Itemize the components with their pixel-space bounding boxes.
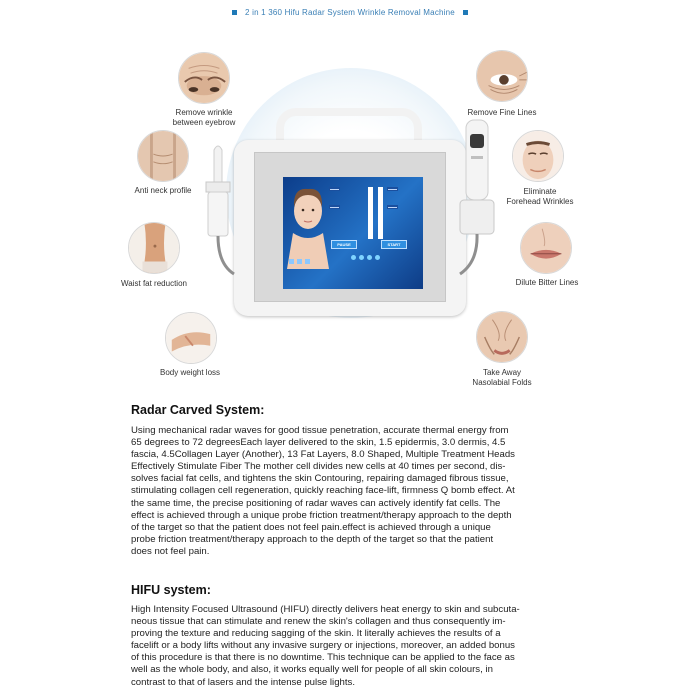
square-bullet-icon xyxy=(232,10,237,15)
feature-caption: Body weight loss xyxy=(159,368,221,377)
feature-caption: Remove wrinkle between eyebrow xyxy=(172,108,236,127)
screen-bezel xyxy=(254,152,446,302)
menu-icon[interactable] xyxy=(289,259,294,264)
feature-caption: Remove Fine Lines xyxy=(467,108,537,117)
hifu-section-title: HIFU system: xyxy=(131,583,211,597)
feature-caption: Anti neck profile xyxy=(134,186,192,195)
radar-section-body: Using mechanical radar waves for good tissue penetration, accurate thermal energy from 65 degrees to 72 degreesEach layer delivered to the skin, 1.5 epidermis, 3.0 dermis, 4.5 fascia, 4.5Collagen Layer (Another), 13 Fat Layers, 8.0 Shaped, Multiple Treatment Heads Effectively Stimulate Fiber The mother cell divides new cells at 40 times per second, dis- solves facial fat cells, and tightens the skin Contouring, repairing damaged fibrous tissue, stimulating collagen cell regeneration, quickly reaching face-lift, firmness Q bomb effect. At the same time, the precise positioning of radar waves can actively identify fat cells. The effect is achieved through a unique probe friction treatment/therapy approach to the depth of the target so that the patient does not feel pain.effect is achieved through a unique probe friction treatment/therapy approach to the depth of the target so that the patient does not feel pain. xyxy=(131,425,515,557)
radar-section-title: Radar Carved System: xyxy=(131,403,265,417)
pause-button[interactable]: PAUSE xyxy=(331,240,357,249)
feature-caption: Take Away Nasolabial Folds xyxy=(472,368,532,387)
square-bullet-icon xyxy=(463,10,468,15)
eyebrow-wrinkle-photo-icon xyxy=(178,52,230,104)
control-dot-icon[interactable] xyxy=(375,255,380,260)
neck-photo-icon xyxy=(137,130,189,182)
eye-wrinkle-photo-icon xyxy=(476,50,528,102)
screen-label: ▬▬▬ xyxy=(388,205,397,209)
screen-label: ▬▬▬ xyxy=(330,187,339,191)
radar-probe-icon xyxy=(200,142,240,280)
control-dot-icon[interactable] xyxy=(367,255,372,260)
touch-screen xyxy=(283,177,423,289)
feature-caption: Eliminate Forehead Wrinkles xyxy=(506,187,574,206)
feature-caption: Dilute Bitter Lines xyxy=(515,278,579,287)
control-dot-icon[interactable] xyxy=(351,255,356,260)
home-icon[interactable] xyxy=(305,259,310,264)
energy-bar-right xyxy=(378,187,383,239)
page-title xyxy=(0,8,700,17)
hifu-section-body: High Intensity Focused Ultrasound (HIFU) directly delivers heat energy to skin and subcuta- neous tissue that can stimulate and renew the skin's collagen and thus consequently im- proving the texture and reducing sagging of the skin. It literally achieves the results of a facelift or a body lifts without any invasive surgery or injections, moreover, an added bonus of this procedure is that there is no downtime. This technique can be applied to the face as well as the whole body, and also, it works equally well for people of all skin colours, in contrast to that of lasers and the intense pulse lights. xyxy=(131,604,520,688)
hifu-cartridge-icon xyxy=(456,112,500,282)
start-button[interactable]: START xyxy=(381,240,407,249)
nasolabial-photo-icon xyxy=(476,311,528,363)
page-title-text: 2 in 1 360 Hifu Radar System Wrinkle Removal Machine xyxy=(245,8,455,17)
face-model-icon xyxy=(283,177,333,269)
forehead-photo-icon xyxy=(512,130,564,182)
control-dot-icon[interactable] xyxy=(359,255,364,260)
arm-photo-icon xyxy=(165,312,217,364)
waist-photo-icon xyxy=(128,222,180,274)
energy-bar-left xyxy=(368,187,373,239)
hifu-machine xyxy=(234,108,466,316)
screen-label: ▬▬▬ xyxy=(388,187,397,191)
lips-photo-icon xyxy=(520,222,572,274)
machine-body xyxy=(234,140,466,316)
screen-label: ▬▬▬ xyxy=(330,205,339,209)
feature-caption: Waist fat reduction xyxy=(121,279,187,288)
settings-icon[interactable] xyxy=(297,259,302,264)
